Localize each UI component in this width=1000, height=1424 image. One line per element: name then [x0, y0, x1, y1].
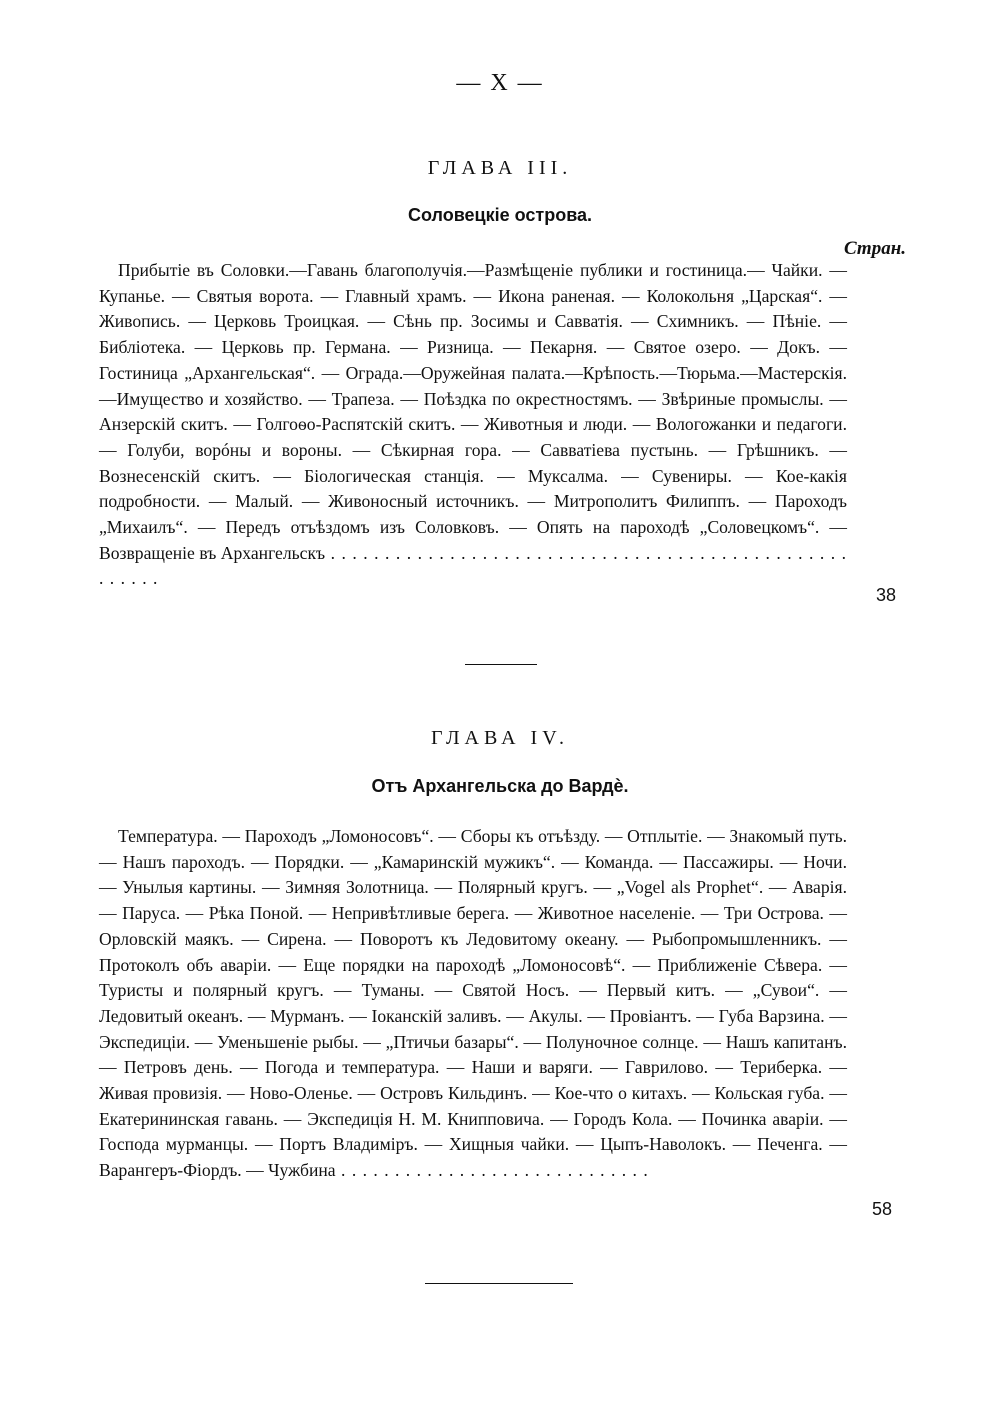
- leader-dots: . . . . . . . . . . . . . . . . . . . . . . . . . . . . . . . . . . . . . . . . . . . . . . . . . . . . . .: [99, 542, 847, 589]
- chapter-4-contents-text: Температура. — Пароходъ „Ломоносовъ“. — Сборы къ отъѣзду. — Отплытіе. — Знакомый путь. — Нашъ пароходъ. — Порядки. — „Камаринскій мужикъ“. — Команда. — Пассажиры. — Ночи. — Унылыя картины. — Зимняя Золотница. — Полярный кругъ. — „Vogel als Prophet“. — Аварія. — Паруса. — Рѣка Поной. — Непривѣтливые берега. — Животное населеніе. — Три Острова. — Орловскій маякъ. — Сирена. — Поворотъ къ Ледовитому океану. — Рыбопромышленникъ. — Протоколъ объ аваріи. — Еще порядки на пароходѣ „Ломоносовѣ“. — Приближеніе Сѣвера. — Туристы и полярный кругъ. — Туманы. — Святой Носъ. — Первый китъ. — „Сувои“. — Ледовитый океанъ. — Мурманъ. — Іоканскій заливъ. — Акулы. — Провіантъ. — Губа Варзина. — Экспедиціи. — Уменьшеніе рыбы. — „Птичьи базары“. — Полуночное солнце. — Нашъ капитанъ. — Петровъ день. — Погода и температура. — Наши и варяги. — Гаврилово. — Териберка. — Живая провизія. — Ново-Оленье. — Островъ Кильдинъ. — Кое-что о китахъ. — Кольская губа. — Екатерининская гавань. — Экспедиція Н. М. Книпповича. — Городъ Кола. — Починка аваріи. — Господа мурманцы. — Портъ Владиміръ. — Хищныя чайки. — Цыпъ-Наволокъ. — Печенга. — Варангеръ-Фіордъ. — Чужбина: [99, 826, 847, 1181]
- end-divider: [425, 1283, 573, 1284]
- chapter-4-title: Отъ Архангельска до Вардѐ.: [371, 776, 629, 796]
- page-number: — X —: [456, 70, 544, 96]
- chapter-3-title: Соловецкіе острова.: [407, 205, 593, 225]
- chapter-3-contents-text: Прибытіе въ Соловки.—Гавань благополучія.—Размѣщеніе публики и гостиница.— Чайки. — Купанье. — Святыя ворота. — Главный храмъ. — Икона раненая. — Колокольня „Царская“. — Живопись. — Церковь Троицкая. — Сѣнь пр. Зосимы и Савватія. — Схимникъ. — Пѣніе. — Библіотека. — Церковь пр. Германа. — Ризница. — Пекарня. — Святое озеро. — Докъ. — Гостиница „Архангельская“. — Ограда.—Оружейная палата.—Крѣпость.—Тюрьма.—Мастерскія.—Имущество и хозяйство. — Трапеза. — Поѣздка по окрестностямъ. — Звѣриные промыслы. — Анзерскій скитъ. — Голгоѳо-Распятскій скитъ. — Животныя и люди. — Вологожанки и педагоги. — Голуби, ворóны и вороны. — Сѣкирная гора. — Савватіева пустынь. — Грѣшникъ. — Вознесенскій скитъ. — Біологическая станція. — Муксалма. — Сувениры. — Кое-какія подробности. — Малый. — Живоносный источникъ. — Митрополитъ Филиппъ. — Пароходъ „Михаилъ“. — Передъ отъѣздомъ изъ Соловковъ. — Опять на пароходѣ „Соловецкомъ“. — Возвращеніе въ Архангельскъ: [99, 260, 847, 563]
- chapter-4-contents: [99, 824, 847, 1184]
- chapter-4-page-number: 58: [872, 1199, 893, 1219]
- section-divider: [465, 664, 537, 665]
- chapter-3-heading: ГЛАВА III.: [427, 157, 573, 179]
- leader-dots: . . . . . . . . . . . . . . . . . . . . . . . . . . . . .: [335, 1160, 649, 1181]
- chapter-3-contents: [99, 258, 847, 592]
- pages-column-label: Стран.: [843, 238, 906, 259]
- chapter-3-page-number: 38: [876, 585, 897, 605]
- chapter-4-heading: ГЛАВА IV.: [430, 727, 570, 749]
